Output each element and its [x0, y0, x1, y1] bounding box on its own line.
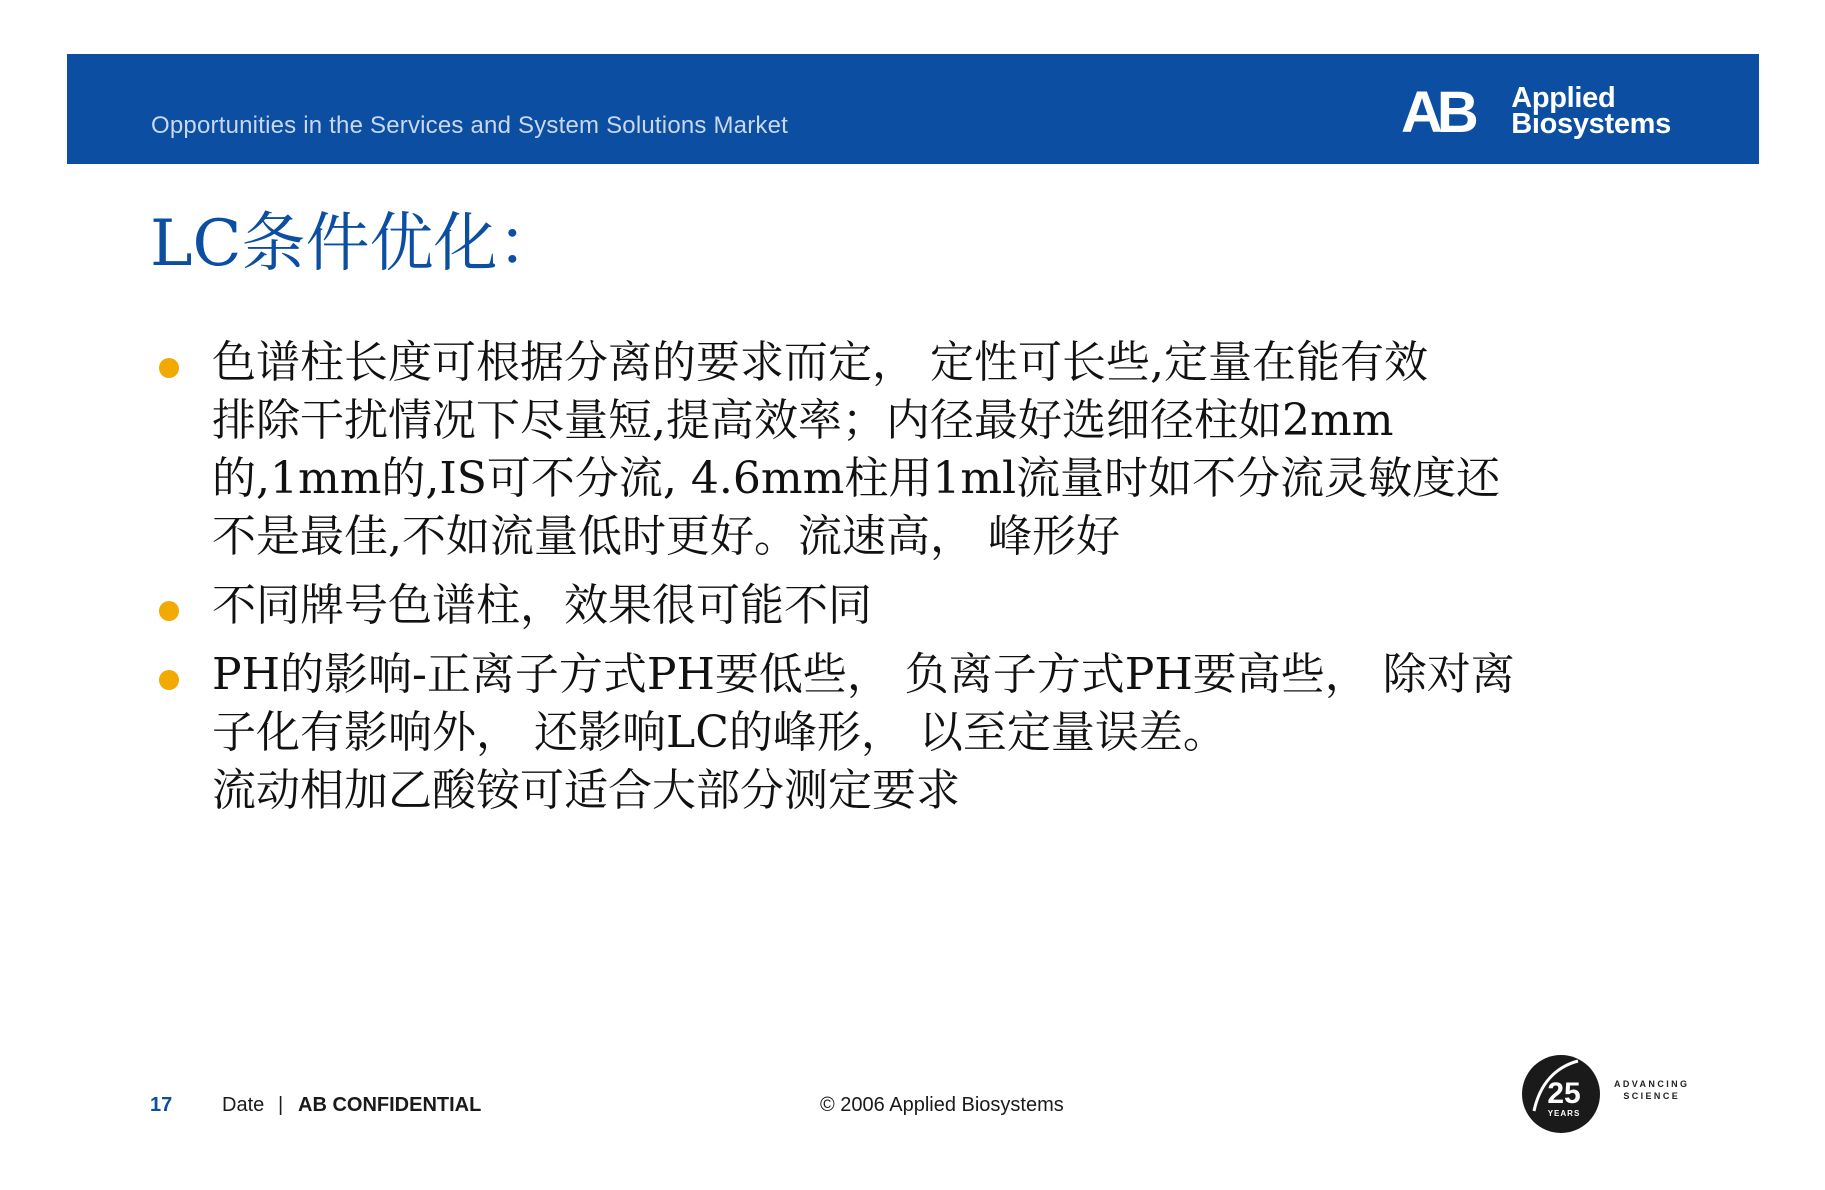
footer-date: Date: [222, 1094, 265, 1116]
slide-title: LC条件优化：: [150, 207, 562, 281]
bullet-dot-icon: [159, 601, 179, 621]
bullet-dot-icon: [159, 358, 179, 378]
footer-page-number: 17: [150, 1094, 173, 1116]
logo-word-biosystems: Biosystems: [1511, 108, 1671, 140]
header-subtitle: Opportunities in the Services and System Solutions Market: [151, 112, 789, 139]
applied-biosystems-logo: [1401, 82, 1671, 140]
bullet-item: [150, 577, 1690, 635]
bullet-dot-icon: [159, 670, 179, 690]
bullet-list: [150, 334, 1690, 831]
bullet-item: [150, 334, 1690, 566]
tagline-advancing: ADVANCING: [1614, 1079, 1690, 1089]
bullet-text: 不同牌号色谱柱，效果很可能不同: [212, 580, 872, 631]
bullet-text: PH的影响-正离子方式PH要低些， 负离子方式PH要高些， 除对离 子化有影响外， 还影响LC的峰形， 以至定量误差。 流动相加乙酸铵可适合大部分测定要求: [212, 649, 1515, 816]
footer-copyright: © 2006 Applied Biosystems: [820, 1094, 1064, 1116]
header-bar: [67, 54, 1759, 164]
tagline-science: SCIENCE: [1623, 1091, 1681, 1101]
logo-mark-text: AB: [1401, 84, 1473, 138]
logo-word-applied: Applied: [1511, 82, 1616, 114]
applied-biosystems-logo-icon: [1401, 84, 1505, 138]
anniversary-25-years-icon: [1520, 1053, 1602, 1135]
anniversary-years: YEARS: [1547, 1109, 1581, 1118]
bullet-text: 色谱柱长度可根据分离的要求而定， 定性可长些,定量在能有效 排除干扰情况下尽量短,提高效率；内径最好选细径柱如2mm 的,1mm的,IS可不分流, 4.6mm柱用1ml流量时如不分流灵敏度还 不是最佳,不如流量低时更好。流速高， 峰形好: [212, 337, 1501, 562]
bullet-item: [150, 646, 1690, 820]
footer-confidential: AB CONFIDENTIAL: [298, 1094, 482, 1116]
advancing-science-tagline: [1614, 1078, 1689, 1102]
footer-separator: |: [278, 1094, 284, 1116]
anniversary-number: 25: [1547, 1077, 1581, 1110]
